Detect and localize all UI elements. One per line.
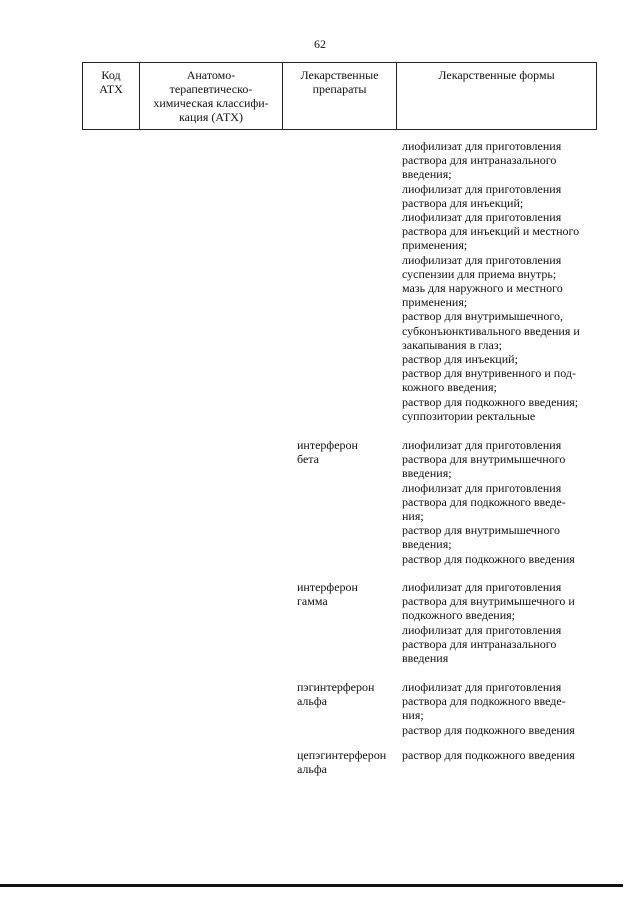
header-cell-drugs: [282, 63, 396, 129]
dosage-forms-cell: [402, 680, 598, 737]
form-line: лиофилизат для приготовления: [402, 181, 562, 196]
header-line: препараты: [312, 82, 367, 96]
dosage-forms-cell: [402, 139, 598, 423]
drug-name-line: альфа: [297, 694, 327, 709]
form-line: применения;: [402, 238, 468, 253]
form-line: раствора для внутримышечного и: [402, 594, 575, 609]
dosage-forms-cell: [402, 580, 598, 665]
form-line: введения;: [402, 537, 452, 552]
form-line: лиофилизат для приготовления: [402, 622, 562, 637]
drug-name-line: альфа: [297, 762, 327, 777]
form-line: раствор для инъекций;: [402, 352, 518, 367]
form-line: закапывания в глаз;: [402, 337, 502, 352]
drug-name-cell: [297, 438, 397, 466]
form-line: лиофилизат для приготовления: [402, 580, 562, 594]
drug-name-line: цепэгинтерферон: [297, 748, 387, 762]
form-line: раствор для внутримышечного,: [402, 309, 563, 324]
form-line: применения;: [402, 295, 468, 310]
form-line: раствор для внутривенного и под-: [402, 366, 576, 381]
drug-name-line: пэгинтерферон: [297, 680, 375, 694]
drug-name-line: интерферон: [297, 438, 358, 452]
page-number: 62: [314, 37, 326, 51]
form-line: лиофилизат для приготовления: [402, 252, 562, 267]
form-line: раствора для подкожного введе-: [402, 694, 566, 709]
bottom-rule: [0, 884, 623, 887]
form-line: раствор для внутримышечного: [402, 523, 560, 538]
header-cell-atc-code: [83, 63, 139, 129]
form-line: раствора для подкожного введе-: [402, 494, 566, 509]
form-line: раствора для интраназального: [402, 153, 557, 168]
form-line: раствора для внутримышечного: [402, 452, 566, 467]
form-line: раствор для подкожного введения: [402, 551, 575, 566]
form-line: раствора для инъекций;: [402, 195, 524, 210]
header-line: терапевтическо-: [169, 82, 253, 96]
header-line: Лекарственные формы: [438, 68, 555, 82]
form-line: ния;: [402, 708, 424, 723]
form-line: подкожного введения;: [402, 608, 515, 623]
header-line: Лекарственные: [300, 68, 379, 82]
form-line: лиофилизат для приготовления: [402, 480, 562, 495]
form-line: введения;: [402, 167, 452, 182]
table-header: [82, 62, 597, 130]
form-line: раствор для подкожного введения;: [402, 394, 579, 409]
drug-name-line: интерферон: [297, 580, 358, 594]
drug-name-cell: [297, 748, 397, 776]
form-line: раствор для подкожного введения: [402, 748, 575, 762]
form-line: ния;: [402, 509, 424, 524]
form-line: суспензии для приема внутрь;: [402, 266, 557, 281]
header-line: Код: [101, 68, 121, 82]
form-line: раствора для интраназального: [402, 636, 557, 651]
header-line: кация (АТХ): [179, 110, 243, 124]
form-line: лиофилизат для приготовления: [402, 210, 562, 225]
form-line: субконъюнктивального введения и: [402, 323, 580, 338]
header-line: Анатомо-: [186, 68, 236, 82]
drug-name-line: бета: [297, 452, 319, 467]
form-line: введения: [402, 651, 449, 666]
form-line: лиофилизат для приготовления: [402, 680, 562, 694]
drug-name-line: гамма: [297, 594, 328, 609]
header-line: АТХ: [99, 82, 123, 96]
drug-name-cell: [297, 580, 397, 608]
form-line: кожного введения;: [402, 380, 497, 395]
header-line: химическая классифи-: [153, 96, 269, 110]
form-line: лиофилизат для приготовления: [402, 438, 562, 452]
drug-name-cell: [297, 680, 397, 708]
form-line: введения;: [402, 466, 452, 481]
form-line: мазь для наружного и местного: [402, 281, 563, 296]
header-cell-atc-classification: [139, 63, 282, 129]
dosage-forms-cell: [402, 438, 598, 566]
dosage-forms-cell: [402, 748, 598, 762]
header-cell-dosage-forms: [396, 63, 596, 129]
form-line: раствора для инъекций и местного: [402, 224, 580, 239]
form-line: лиофилизат для приготовления: [402, 139, 562, 153]
form-line: раствор для подкожного введения: [402, 722, 575, 737]
form-line: суппозитории ректальные: [402, 408, 536, 423]
